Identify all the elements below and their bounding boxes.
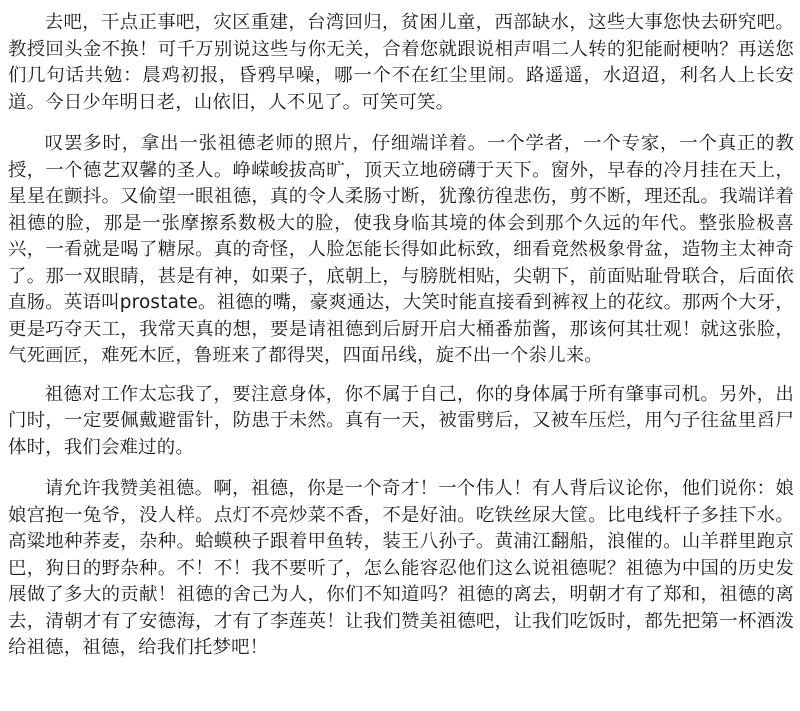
paragraph-2: 叹罢多时，拿出一张祖德老师的照片，仔细端详着。一个学者，一个专家，一个真正的教授，一个德艺双馨的圣人。峥嵘峻拔高旷，顶天立地磅礴于天下。窗外，早春的冷月挂在天上，星星在颤抖。又偷望一眼祖德，真的令人柔肠寸断，犹豫彷徨悲伤，剪不断，理还乱。我端详着祖德的脸，那是一张摩擦系数极大的脸，使我身临其境的体会到那个久远的年代。整张脸极喜兴，一看就是喝了糖尿。真的奇怪，人脸怎能长得如此标致，细看竟然极象骨盆，造物主太神奇了。那一双眼睛，甚是有神，如栗子，底朝上，与膀胱相贴，尖朝下，前面贴耻骨联合，后面依直肠。英语叫prostate。祖德的嘴，豪爽通达，大笑时能直接看到裤衩上的花纹。那两个大牙，更是巧夺天工，我常天真的想，要是请祖德到后厨开启大桶番茄酱，那该何其壮观！就这张脸，气死画匠，难死木匠，鲁班来了都得哭，四面吊线，旋不出一个尜儿来。 (8, 133, 794, 366)
paragraph-3: 祖德对工作太忘我了，要注意身体，你不属于自己，你的身体属于所有肇事司机。另外，出门时，一定要佩戴避雷针，防患于未然。真有一天，被雷劈后，又被车压烂，用勺子往盆里舀尸体时，我们会难过的。 (8, 383, 794, 458)
paragraph-4: 请允许我赞美祖德。啊，祖德，你是一个奇才！一个伟人！有人背后议论你，他们说你：娘娘宫抱一兔爷，没人样。点灯不亮炒菜不香，不是好油。吃铁丝尿大筐。比电线杆子多挂下水。高粱地种荞麦，杂种。蛤蟆秧子跟着甲鱼转，装王八孙子。黄浦江翻船，浪催的。山羊群里跑京巴，狗日的野杂种。不！不！我不要听了，怎么能容忍他们这么说祖德呢？祖德为中国的历史发展做了多大的贡献！祖德的舍己为人，你们不知道吗？祖德的离去，明朝才有了郑和，祖德的离去，清朝才有了安德海，才有了李莲英！让我们赞美祖德吧，让我们吃饭时，都先把第一杯酒泼给祖德，祖德，给我们托梦吧！ (8, 478, 794, 658)
article-body (8, 10, 794, 677)
paragraph-1: 去吧，干点正事吧，灾区重建，台湾回归，贫困儿童，西部缺水，这些大事您快去研究吧。教授回头金不换！可千万别说这些与你无关，合着您就跟说相声唱二人转的犯能耐梗呐？再送您们几句话共勉：晨鸡初报，昏鸦早噪，哪一个不在红尘里闹。路遥遥，水迢迢，利名人上长安道。今日少年明日老，山依旧，人不见了。可笑可笑。 (8, 12, 794, 113)
